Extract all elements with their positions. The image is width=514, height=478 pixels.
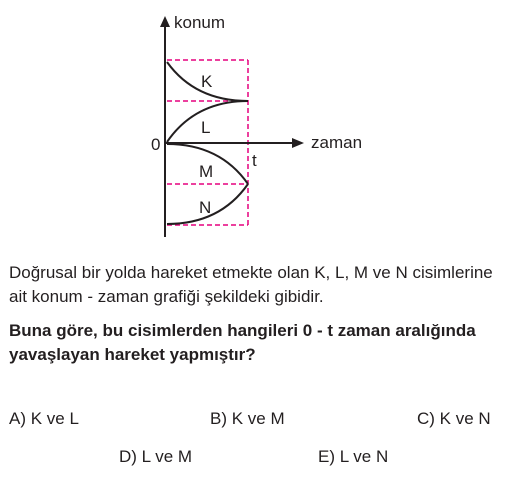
curve-label-m: M bbox=[199, 162, 214, 181]
option-c[interactable]: C) K ve N bbox=[417, 409, 491, 428]
question-prompt: Buna göre, bu cisimlerden hangileri 0 - t zaman aralığında yavaşlayan hareket yapmıştır? bbox=[9, 321, 476, 364]
origin-label: 0 bbox=[151, 135, 161, 154]
axes bbox=[160, 16, 304, 237]
curve-label-l: L bbox=[201, 118, 211, 137]
option-d[interactable]: D) L ve M bbox=[119, 447, 193, 466]
option-e[interactable]: E) L ve N bbox=[318, 447, 389, 466]
time-label: t bbox=[252, 151, 257, 170]
curve-label-n: N bbox=[199, 198, 212, 217]
y-axis-label: konum bbox=[174, 13, 226, 32]
question-text: Doğrusal bir yolda hareket etmekte olan K, L, M ve N cisimlerine ait konum - zaman grafiği şekildeki gibidir. bbox=[9, 263, 493, 306]
option-b[interactable]: B) K ve M bbox=[210, 409, 285, 428]
x-axis-label: zaman bbox=[311, 133, 363, 152]
y-axis-arrow bbox=[160, 16, 170, 27]
x-axis-arrow bbox=[292, 138, 304, 148]
curve-label-k: K bbox=[201, 72, 213, 91]
option-a[interactable]: A) K ve L bbox=[9, 409, 79, 428]
